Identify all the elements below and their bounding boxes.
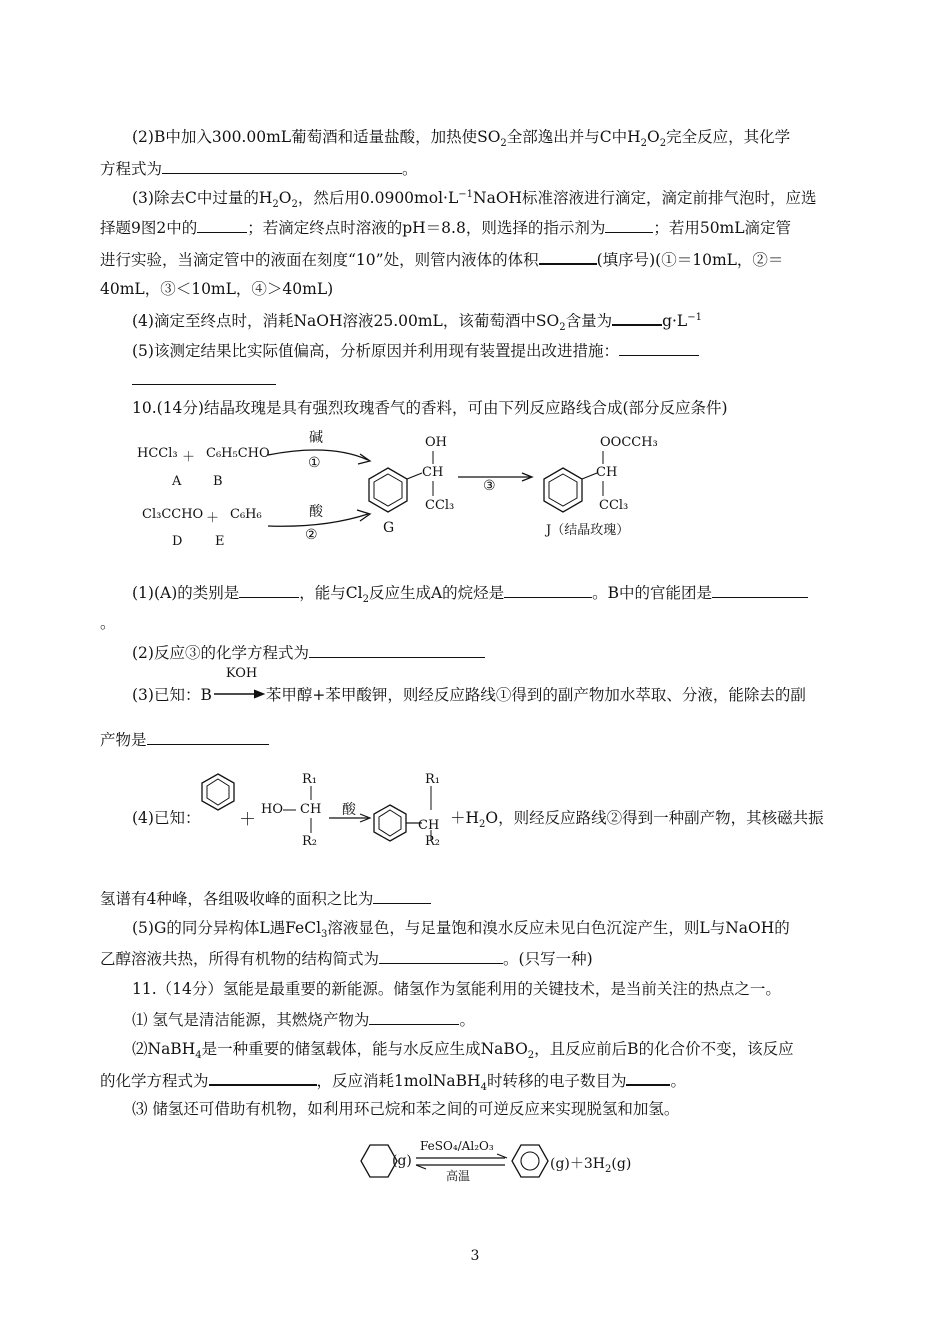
koh-label: KOH	[225, 666, 258, 681]
q2-line1: (2)B中加入300.00mL葡萄酒和适量盐酸，加热使$SO_2$全部逸出并与C中$H_2O_2$完全反应，其化学	[132, 128, 791, 150]
page-number: 3	[470, 1248, 480, 1264]
q10-5: (5)G的同分异构体L遇FeCl$_3$溶液显色，与足量饱和溴水反应未见白色沉淀产生，则L与NaOH的	[132, 919, 790, 941]
label-d: D	[172, 534, 183, 549]
step-1: ①	[308, 455, 321, 471]
label-b: B	[213, 474, 223, 489]
step-2: ②	[305, 527, 318, 543]
q11-header: 11.（14分）氢能是最重要的新能源。储氢作为氢能利用的关键技术，是当前关注的热点之一。	[132, 980, 781, 998]
step-3: ③	[483, 478, 496, 494]
q10-2: (2)反应③的化学方程式为	[132, 639, 862, 666]
q2-line2: 方程式为 。	[100, 155, 860, 182]
j-ccl3: CCl₃	[599, 498, 629, 513]
q10-header: 10.(14分)结晶玫瑰是具有强烈玫瑰香气的香料，可由下列反应路线合成(部分反应条件)	[132, 399, 728, 417]
q11-2-line2: 的化学方程式为 ，反应消耗1molNaBH$_4$时转移的电子数目为 。	[100, 1066, 860, 1094]
reagent-cl3ccho: Cl₃CCHO	[142, 507, 204, 522]
q5-line: (5)该测定结果比实际值偏高，分析原因并利用现有装置提出改进措施：	[132, 337, 862, 364]
label-a: A	[172, 474, 182, 489]
q4-line: (4)滴定至终点时，消耗NaOH溶液25.00mL，该葡萄酒中$SO_2$含量为 $g\cdot L^{-1}$	[132, 306, 862, 334]
q10-4-label: (4)已知：	[132, 809, 201, 827]
ch-label-product: CH	[418, 818, 440, 833]
plus-sign: ＋	[206, 511, 220, 526]
g-ccl3: CCl₃	[425, 498, 455, 513]
state-g: (g)	[392, 1153, 412, 1169]
acid-label: 酸	[342, 802, 356, 818]
r2-label: R₂	[302, 834, 317, 849]
q10-3: (3)已知：B KOH 苯甲醇+苯甲酸钾，则经反应路线①得到的副产物加水萃取、分液，能除去的副	[132, 666, 806, 704]
q10-3-line2: 产物是	[100, 726, 860, 753]
label-j: J（结晶玫瑰）	[546, 523, 630, 538]
q3-line1: (3)除去C中过量的$H_2O_2$，然后用$0.0900mol\cdot L^{-1}NaOH$标准溶液进行滴定，滴定前排气泡时，应选	[132, 188, 817, 211]
ho-group: HO	[261, 802, 283, 817]
j-ch: CH	[596, 465, 618, 480]
q3-line2: 择题9图2中的 ；若滴定终点时溶液的pH＝8.8，则选择的指示剂为 ；若用50mL滴定管	[100, 214, 860, 241]
g-ch: CH	[422, 465, 444, 480]
r1-label: R₁	[302, 772, 317, 787]
product-h2: $(g)+3H_2(g)$	[550, 1156, 632, 1175]
j-oocch3: OOCCH₃	[600, 435, 658, 450]
plus-sign: ＋	[182, 450, 196, 465]
q10-4-text: $+H_2O$，则经反应路线②得到一种副产物，其核磁共振	[450, 809, 824, 831]
reagent-c6h5cho: C₆H₅CHO	[206, 446, 270, 461]
label-e: E	[215, 534, 225, 549]
catalyst-label: FeSO₄/Al₂O₃	[420, 1139, 494, 1153]
condition-acid: 酸	[309, 504, 323, 520]
label-g: G	[383, 520, 395, 536]
r2-label-product: R₂	[425, 834, 440, 849]
q3-line3: 进行实验，当滴定管中的液面在刻度“10”处，则管内液体的体积 (填序号)(①＝10mL，②＝	[100, 245, 860, 273]
q10-4-line2: 氢谱有4种峰，各组吸收峰的面积之比为	[100, 885, 860, 912]
plus-sign: ＋	[239, 810, 256, 830]
condition-label: 高温	[446, 1169, 471, 1183]
q10-5-line2: 乙醇溶液共热，所得有机物的结构简式为 。(只写一种)	[100, 945, 860, 972]
q11-3: ⑶ 储氢还可借助有机物，如利用环己烷和苯之间的可逆反应来实现脱氢和加氢。	[132, 1100, 680, 1118]
q3-line4: 40mL，③＜10mL，④＞40mL)	[100, 280, 334, 298]
reagent-c6h6: C₆H₆	[230, 507, 262, 522]
condition-base: 碱	[309, 430, 323, 446]
ch-label: CH	[300, 802, 322, 817]
q11-2: ⑵NaBH$_4$是一种重要的储氢载体，能与水反应生成NaBO$_2$，且反应前后B的化合价不变，该反应	[132, 1040, 794, 1062]
g-oh: OH	[425, 435, 447, 450]
q10-1-end: 。	[100, 614, 116, 632]
q11-1: ⑴ 氢气是清洁能源，其燃烧产物为 。	[132, 1006, 862, 1033]
reagent-hccl3: HCCl₃	[137, 446, 178, 461]
r1-label-product: R₁	[425, 772, 440, 787]
q10-1: (1)(A)的类别是 ，能与$Cl_2$反应生成A的烷烃是 。B中的官能团是	[132, 579, 862, 606]
